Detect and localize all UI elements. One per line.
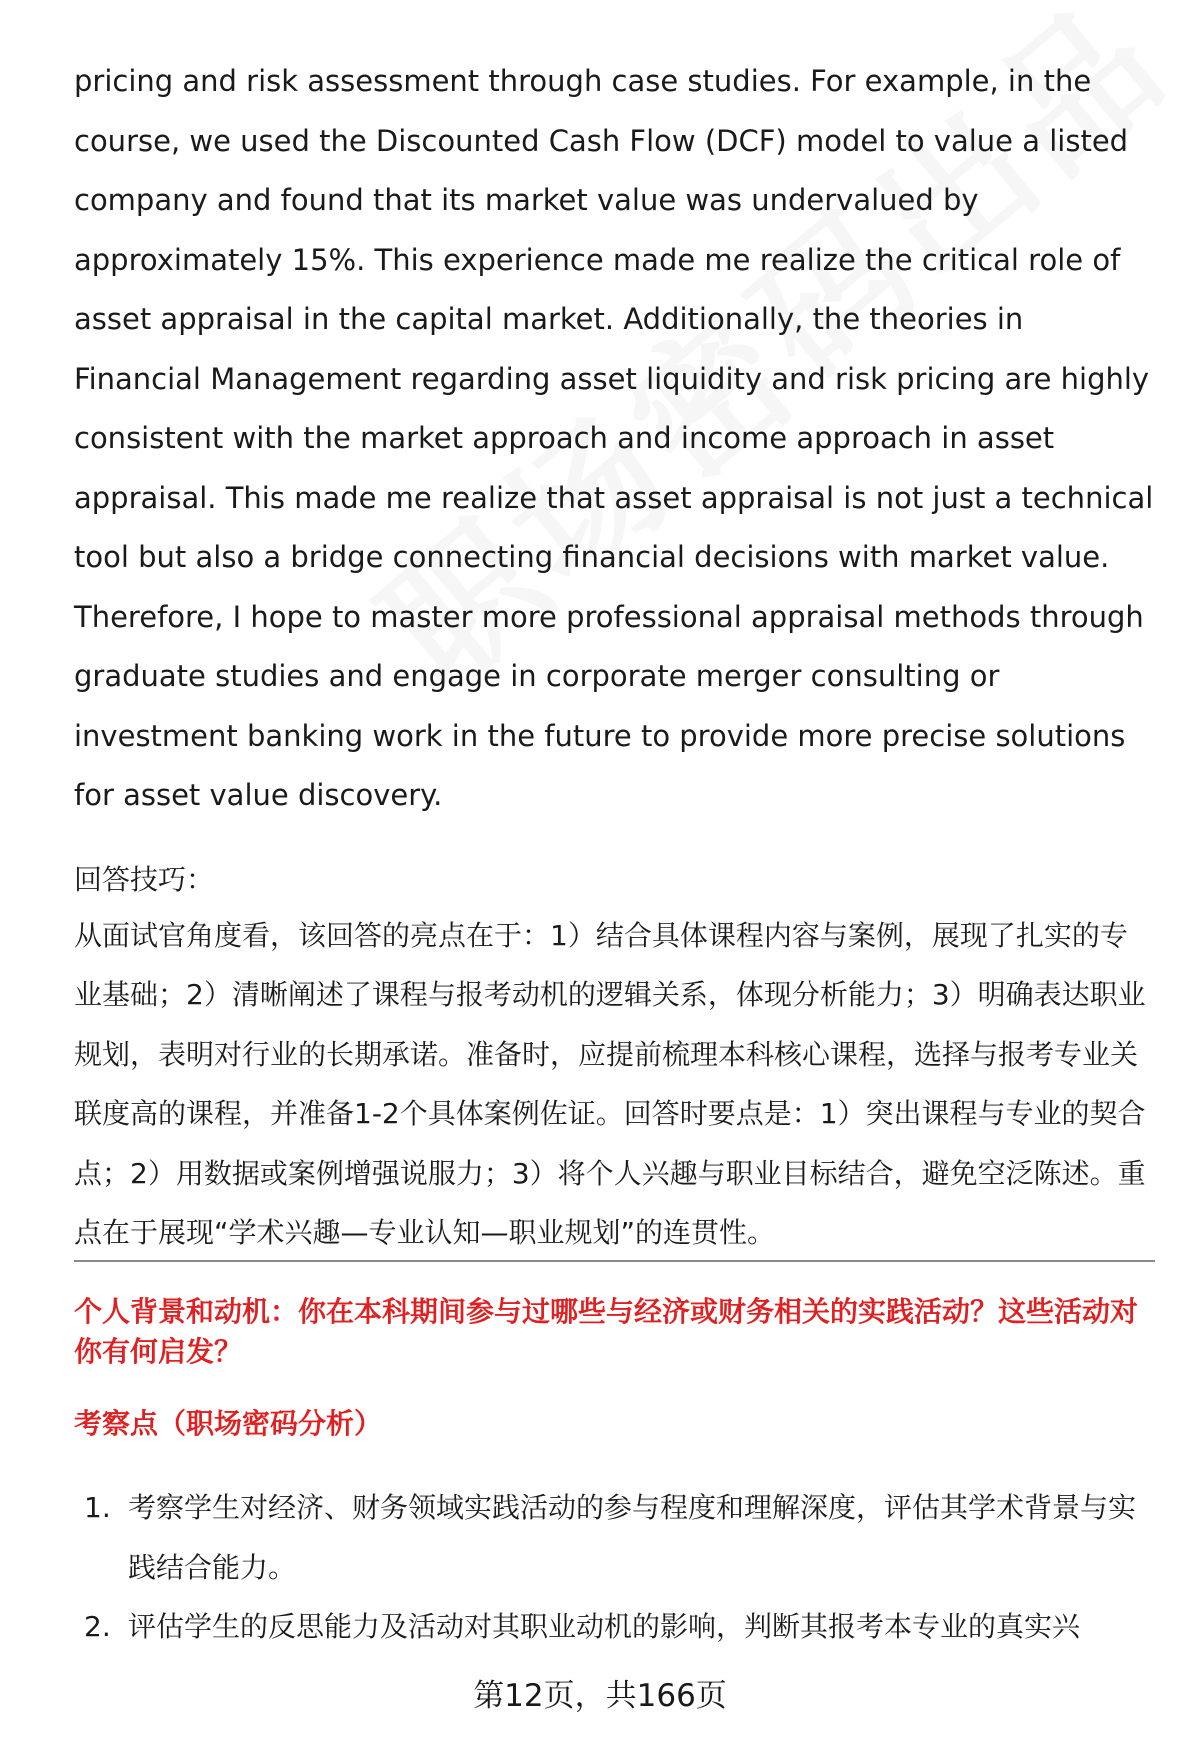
list-item-number: 2. bbox=[84, 1610, 111, 1643]
analysis-heading: 考察点（职场密码分析） bbox=[74, 1407, 383, 1440]
page-number: 第12页，共166页 bbox=[473, 1678, 727, 1714]
answer-paragraph: pricing and risk assessment through case studies. For example, in the course, we used the Discounted Cash Flow (DCF) model to value a listed company and found that its market value was undervalued by approximately 15%. This experience made me realize the critical role of asset appraisal in the capital market. Additionally, the theories in Financial Management regarding asset liquidity and risk pricing are highly consistent with the market approach and income approach in asset appraisal. This made me realize that asset appraisal is not just a technical tool but also a bridge connecting financial decisions with market value. Therefore, I hope to master more professional appraisal methods through graduate studies and engage in corporate merger consulting or investment banking work in the future to provide more precise solutions for asset value discovery. bbox=[74, 64, 1154, 812]
list-item-text: 考察学生对经济、财务领域实践活动的参与程度和理解深度，评估其学术背景与实践结合能力。 bbox=[128, 1491, 1137, 1584]
question-heading: 个人背景和动机：你在本科期间参与过哪些与经济或财务相关的实践活动？这些活动对你有何启发？ bbox=[74, 1295, 1139, 1368]
analysis-list bbox=[74, 1478, 1159, 1657]
tips-body: 从面试官角度看，该回答的亮点在于：1）结合具体课程内容与案例，展现了扎实的专业基础；2）清晰阐述了课程与报考动机的逻辑关系，体现分析能力；3）明确表达职业规划，表明对行业的长期承诺。准备时，应提前梳理本科核心课程，选择与报考专业关联度高的课程，并准备1-2个具体案例佐证。回答时要点是：1）突出课程与专业的契合点；2）用数据或案例增强说服力；3）将个人兴趣与职业目标结合，避免空泛陈述。重点在于展现“学术兴趣—专业认知—职业规划”的连贯性。 bbox=[74, 918, 1146, 1249]
list-item bbox=[74, 1478, 1159, 1597]
tips-title: 回答技巧： bbox=[74, 862, 215, 896]
list-item-number: 1. bbox=[84, 1491, 111, 1524]
section-divider bbox=[74, 1260, 1155, 1262]
list-item bbox=[74, 1597, 1159, 1657]
list-item-text: 评估学生的反思能力及活动对其职业动机的影响，判断其报考本专业的真实兴 bbox=[128, 1610, 1081, 1643]
page-content bbox=[74, 52, 1154, 1263]
